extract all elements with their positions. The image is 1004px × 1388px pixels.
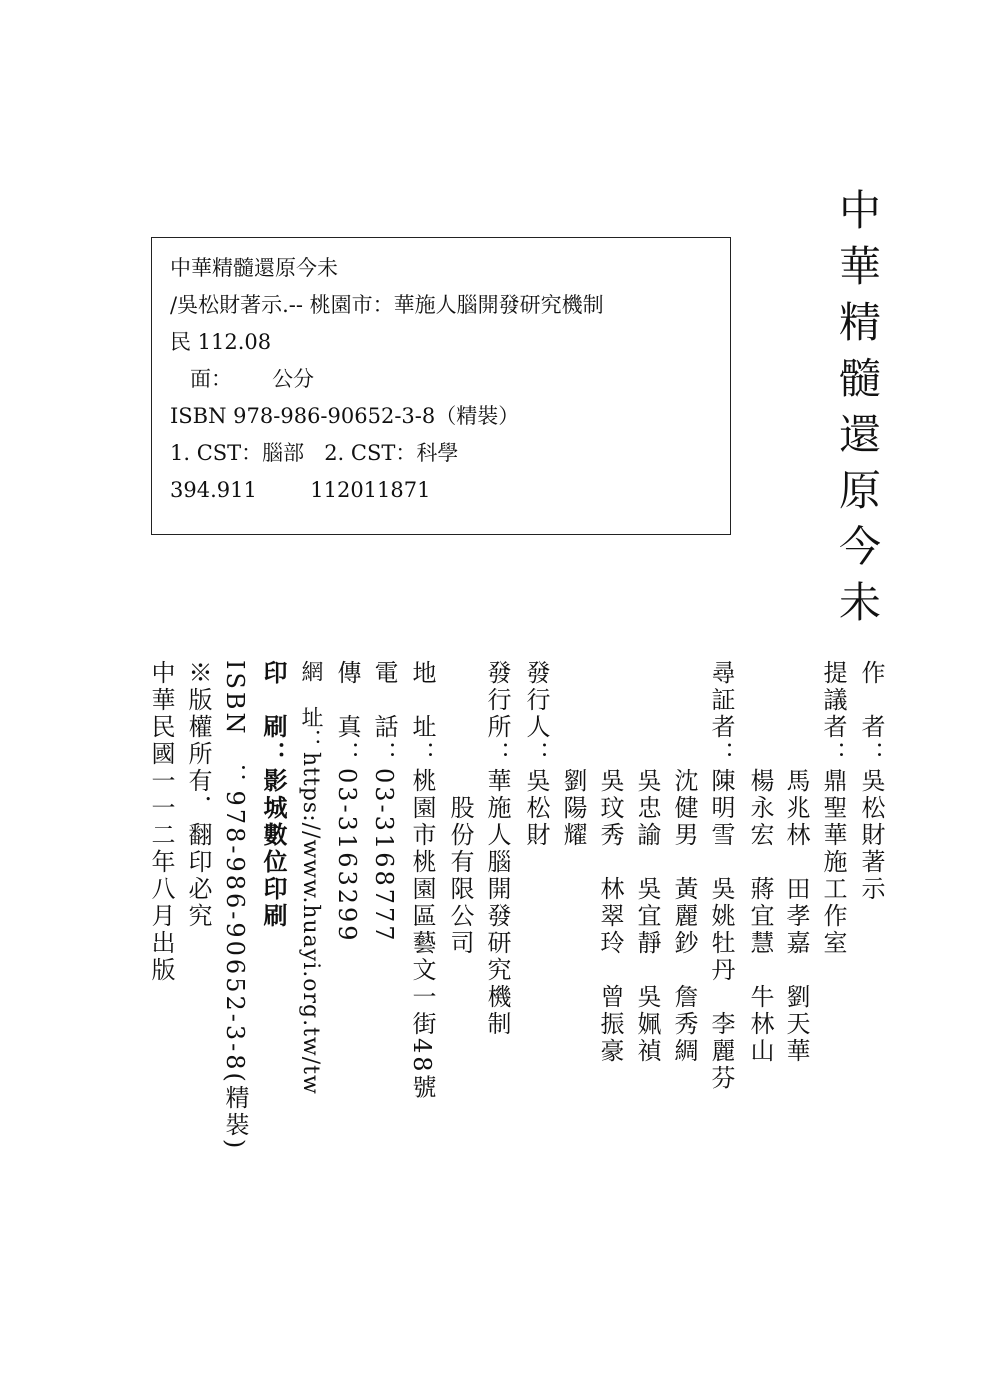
colophon-proposer: 提議者：鼎聖華施工作室	[819, 660, 847, 957]
title-char: 華	[838, 242, 881, 291]
colophon-verifier-names-4: 劉陽耀	[559, 660, 587, 849]
colophon-address: 地 址：桃園市桃園區藝文一街48號	[408, 660, 436, 1102]
colophon-verifier-names-2: 吳忠諭 吳宜靜 吳姵禎	[633, 660, 661, 1065]
colophon-publish-date: 中華民國一一二年八月出版	[147, 660, 175, 984]
cip-pages: 面： 公分	[190, 367, 315, 391]
cip-title: 中華精髓還原今未	[170, 256, 338, 280]
colophon-publisher: 發行人：吳松財	[522, 660, 550, 849]
colophon-company-suffix: 股份有限公司	[446, 660, 474, 957]
colophon-author: 作 者：吳松財著示	[857, 660, 885, 903]
colophon-copyright: ※版權所有．翻印必究	[184, 660, 212, 930]
colophon-isbn: ISBN ：978-986-90652-3-8(精裝)	[221, 660, 249, 1152]
title-char: 中	[838, 186, 881, 235]
colophon-proposer-names-2: 楊永宏 蔣宜慧 牛林山	[746, 660, 774, 1065]
colophon-fax: 傳 真：03-3163299	[333, 660, 361, 944]
colophon-verifier: 尋証者：陳明雪 吳姚牡丹 李麗芬	[707, 660, 735, 1092]
title-char: 髓	[838, 354, 881, 403]
title-char: 精	[838, 298, 881, 347]
cip-classification: 394.911 112011871	[170, 478, 431, 502]
cip-date: 民 112.08	[170, 330, 272, 354]
colophon-verifier-names-1: 沈健男 黃麗鈔 詹秀綢	[670, 660, 698, 1065]
cip-author-line: /吳松財著示.-- 桃園市：華施人腦開發研究機制	[170, 293, 604, 317]
title-char: 未	[838, 578, 881, 627]
title-char: 今	[838, 522, 881, 571]
title-char: 還	[838, 410, 881, 459]
colophon-proposer-names-1: 馬兆林 田孝嘉 劉天華	[782, 660, 810, 1065]
title-char: 原	[838, 466, 881, 515]
cip-isbn: ISBN 978-986-90652-3-8（精裝）	[170, 404, 520, 428]
colophon-publishing-house: 發行所：華施人腦開發研究機制	[483, 660, 511, 1038]
cip-subjects: 1. CST：腦部 2. CST：科學	[170, 441, 459, 465]
colophon-website: 網 址：https://www.huayi.org.tw/tw	[298, 660, 323, 1095]
cip-catalog-box	[151, 237, 731, 535]
colophon-verifier-names-3: 吳玟秀 林翠玲 曾振豪	[596, 660, 624, 1065]
colophon-phone: 電 話：03-3168777	[370, 660, 398, 944]
book-title-vertical	[832, 183, 888, 631]
colophon-printer: 印 刷：影城數位印刷	[259, 660, 288, 930]
